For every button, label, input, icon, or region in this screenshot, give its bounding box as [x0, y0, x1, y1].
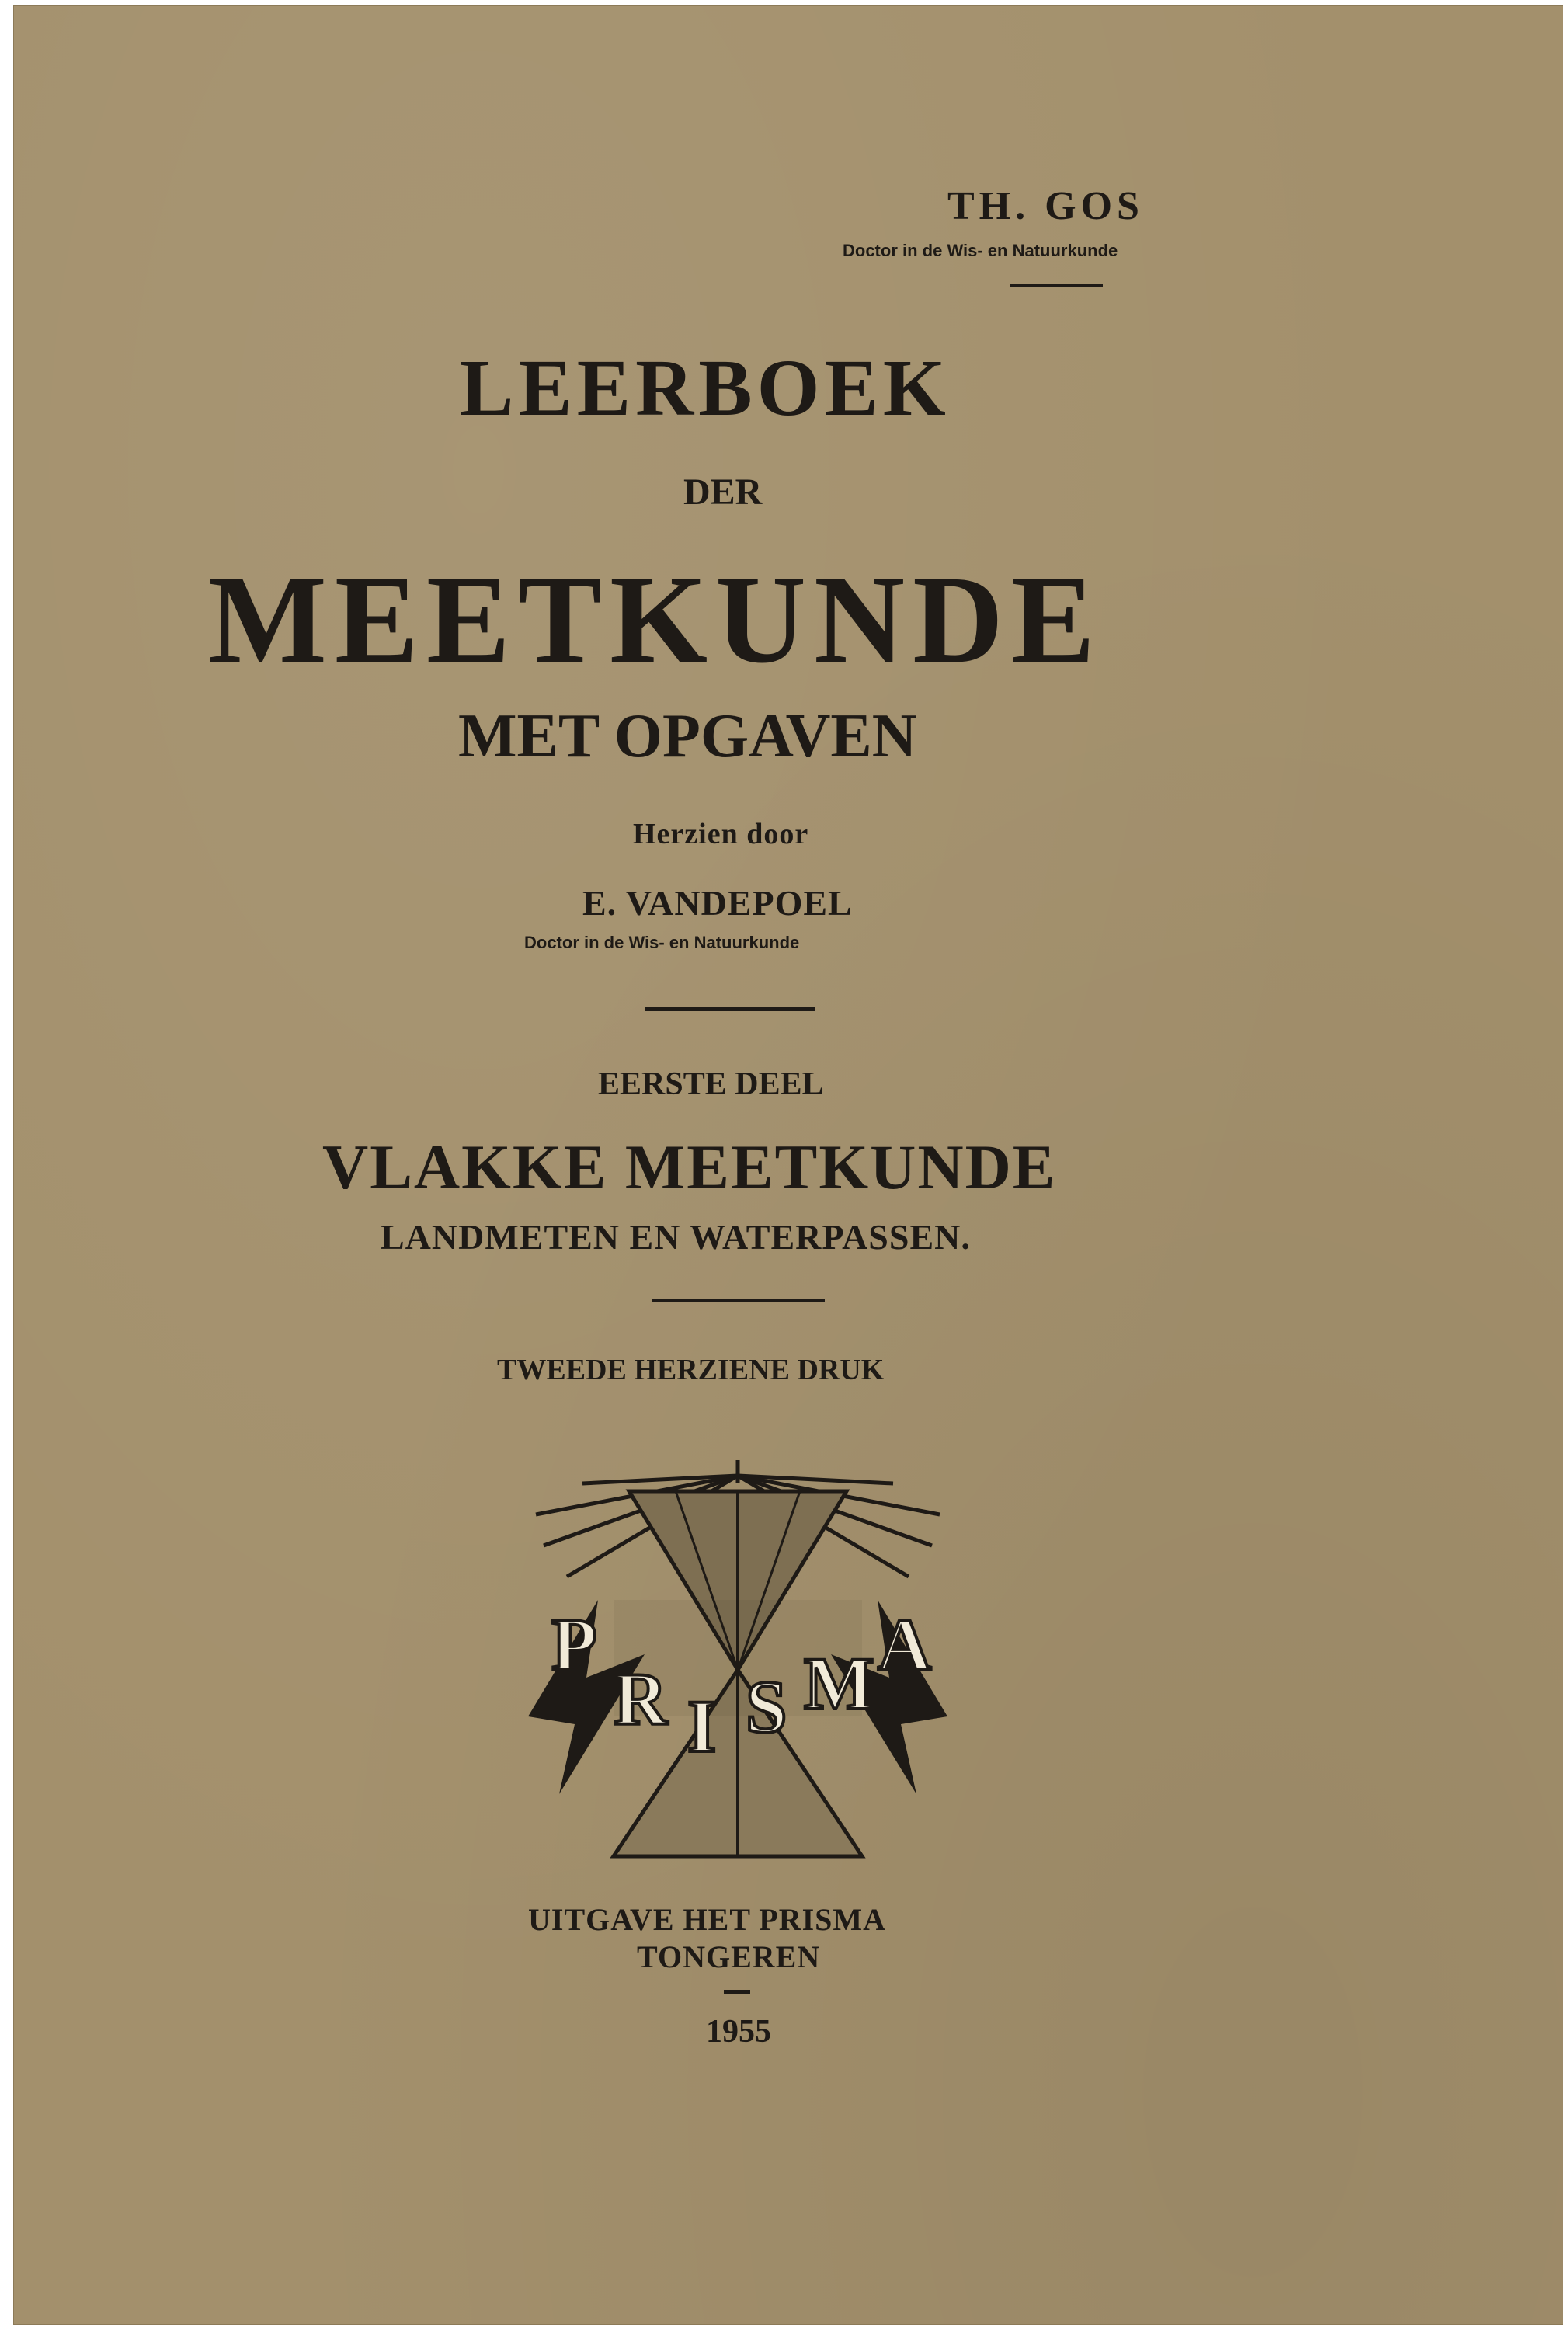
revised-by-label: Herzien door: [633, 818, 809, 850]
logo-letter-i: I: [687, 1685, 717, 1768]
part-title: VLAKKE MEETKUNDE: [322, 1132, 1057, 1202]
title-leerboek: LEERBOEK: [460, 343, 951, 433]
logo-letter-r: R: [614, 1657, 668, 1741]
publisher-divider: [724, 1990, 750, 1994]
part-subtitle: LANDMETEN EN WATERPASSEN.: [381, 1217, 971, 1257]
logo-letter-m: M: [804, 1642, 874, 1725]
title-meetkunde: MEETKUNDE: [208, 551, 1104, 690]
author-title: Doctor in de Wis- en Natuurkunde: [843, 241, 1118, 260]
edition-label: TWEEDE HERZIENE DRUK: [497, 1354, 885, 1386]
logo-letter-a: A: [878, 1603, 932, 1686]
title-met-opgaven: MET OPGAVEN: [458, 702, 917, 770]
reviser-title: Doctor in de Wis- en Natuurkunde: [524, 933, 800, 952]
reviser-divider: [645, 1007, 815, 1011]
part-divider: [652, 1299, 825, 1302]
logo-letter-s: S: [746, 1665, 787, 1748]
author-divider: [1010, 284, 1103, 287]
logo-letter-p: P: [551, 1603, 597, 1686]
author-name: TH. GOS: [947, 184, 1144, 228]
publisher-name: UITGAVE HET PRISMA: [528, 1902, 887, 1937]
prisma-logo: [513, 1460, 963, 1880]
publication-year: 1955: [706, 2014, 771, 2050]
reviser-name: E. VANDEPOEL: [582, 883, 853, 923]
publisher-city: TONGEREN: [637, 1939, 821, 1974]
title-der: DER: [683, 471, 763, 513]
part-label: EERSTE DEEL: [598, 1066, 824, 1102]
